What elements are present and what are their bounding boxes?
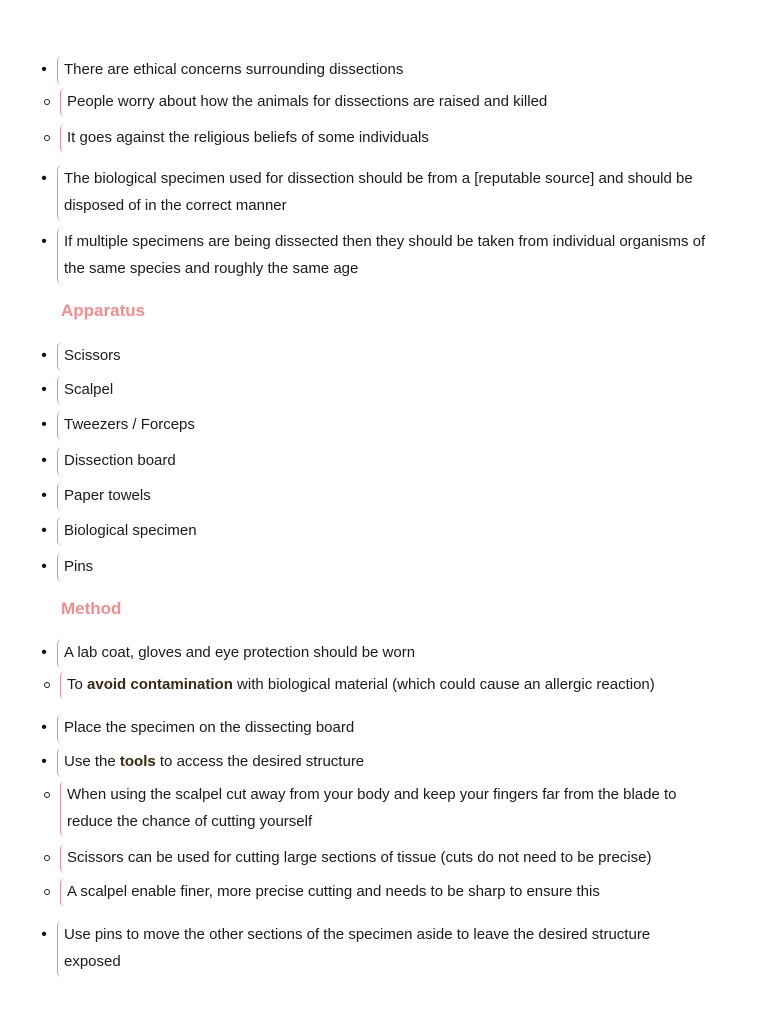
method-list-item — [0, 844, 768, 871]
method-list-item — [0, 748, 768, 775]
list-item-text: A scalpel enable finer, more precise cutting and needs to be sharp to ensure this — [67, 883, 600, 900]
left-accent-rule — [57, 56, 62, 85]
apparatus-list-item — [0, 342, 768, 369]
method-list-item — [0, 714, 768, 741]
disc-bullet-icon — [40, 61, 48, 79]
list-item-text: Dissection board — [64, 452, 176, 469]
bold-keyword: tools — [119, 753, 156, 770]
disc-bullet-icon — [40, 347, 48, 365]
left-accent-rule — [57, 482, 62, 511]
text-run: with biological material (which could cause an allergic reaction) — [232, 676, 655, 693]
list-item-text: Paper towels — [64, 487, 151, 504]
list-item-text — [64, 748, 754, 775]
disc-bullet-icon — [40, 487, 48, 505]
method-list-item — [0, 639, 768, 666]
list-item-text — [67, 671, 757, 698]
list-item-text: Biological specimen — [64, 522, 197, 539]
method-list-item — [0, 921, 768, 975]
list-item-text: When using the scalpel cut away from your body and keep your fingers far from the blade to reduce the chance of cutting yourself — [67, 786, 677, 830]
text-run: Use the — [64, 753, 120, 770]
left-accent-rule — [57, 376, 62, 405]
disc-bullet-icon — [40, 416, 48, 434]
list-item-text: Scalpel — [64, 381, 114, 398]
disc-bullet-icon — [40, 233, 48, 251]
text-run: To — [67, 676, 88, 693]
disc-bullet-icon — [40, 644, 48, 662]
disc-bullet-icon — [40, 719, 48, 737]
left-accent-rule — [60, 844, 65, 873]
intro-list-item — [0, 88, 768, 115]
left-accent-rule — [57, 165, 62, 221]
left-accent-rule — [57, 748, 62, 777]
intro-list-item — [0, 165, 768, 219]
bold-keyword: avoid contamination — [87, 676, 233, 693]
apparatus-list-item — [0, 411, 768, 438]
disc-bullet-icon — [40, 452, 48, 470]
method-heading: Method — [61, 599, 122, 618]
left-accent-rule — [60, 781, 65, 837]
left-accent-rule — [57, 228, 62, 284]
list-item-text: People worry about how the animals for dissections are raised and killed — [67, 93, 548, 110]
left-accent-rule — [57, 639, 62, 668]
circle-bullet-icon — [43, 93, 51, 111]
left-accent-rule — [60, 878, 65, 907]
list-item-text: If multiple specimens are being dissected then they should be taken from individual organisms of the same species and roughly the same age — [64, 233, 706, 277]
apparatus-list-item — [0, 447, 768, 474]
left-accent-rule — [57, 921, 62, 977]
circle-bullet-icon — [43, 129, 51, 147]
list-item-text: Scissors can be used for cutting large sections of tissue (cuts do not need to be precise) — [67, 849, 652, 866]
apparatus-list-item — [0, 482, 768, 509]
left-accent-rule — [57, 447, 62, 476]
apparatus-heading: Apparatus — [61, 301, 146, 320]
list-item-text: The biological specimen used for dissection should be from a [reputable source] and should be disposed of in the correct manner — [64, 170, 693, 214]
apparatus-list-item — [0, 376, 768, 403]
disc-bullet-icon — [40, 926, 48, 944]
apparatus-list-item — [0, 517, 768, 544]
list-item-text: There are ethical concerns surrounding dissections — [64, 61, 404, 78]
left-accent-rule — [57, 714, 62, 743]
list-item-text: It goes against the religious beliefs of some individuals — [67, 129, 429, 146]
intro-list-item — [0, 228, 768, 282]
method-list-item — [0, 781, 768, 835]
left-accent-rule — [57, 342, 62, 371]
method-list-item — [0, 878, 768, 905]
circle-bullet-icon — [43, 786, 51, 804]
intro-list-item — [0, 56, 768, 83]
list-item-text: Place the specimen on the dissecting board — [64, 719, 355, 736]
disc-bullet-icon — [40, 381, 48, 399]
list-item-text: Pins — [64, 558, 94, 575]
list-item-text: A lab coat, gloves and eye protection should be worn — [64, 644, 416, 661]
disc-bullet-icon — [40, 753, 48, 771]
circle-bullet-icon — [43, 676, 51, 694]
text-run: to access the desired structure — [155, 753, 365, 770]
disc-bullet-icon — [40, 522, 48, 540]
left-accent-rule — [57, 517, 62, 546]
disc-bullet-icon — [40, 558, 48, 576]
left-accent-rule — [60, 88, 65, 117]
apparatus-list-item — [0, 553, 768, 580]
circle-bullet-icon — [43, 883, 51, 901]
list-item-text: Use pins to move the other sections of the specimen aside to leave the desired structure exposed — [64, 926, 651, 970]
left-accent-rule — [60, 124, 65, 153]
left-accent-rule — [57, 553, 62, 582]
list-item-text: Scissors — [64, 347, 121, 364]
method-list-item — [0, 671, 768, 698]
left-accent-rule — [57, 411, 62, 440]
circle-bullet-icon — [43, 849, 51, 867]
list-item-text: Tweezers / Forceps — [64, 416, 195, 433]
intro-list-item — [0, 124, 768, 151]
left-accent-rule — [60, 671, 65, 700]
disc-bullet-icon — [40, 170, 48, 188]
